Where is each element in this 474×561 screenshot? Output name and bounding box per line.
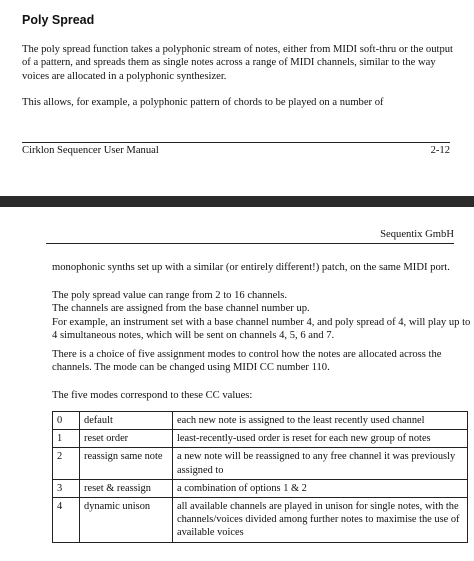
range-paragraph bbox=[52, 289, 472, 343]
base-channel-line: The channels are assigned from the base channel number up. bbox=[52, 303, 310, 315]
example-paragraph-continuation: monophonic synths set up with a similar (or entirely different!) patch, on the same MIDI port. bbox=[52, 262, 450, 273]
footer-page-number: 2-12 bbox=[430, 145, 450, 156]
page-separator bbox=[0, 196, 474, 207]
mode-name: default bbox=[80, 412, 173, 430]
mode-value: 2 bbox=[53, 448, 80, 479]
mode-description: a combination of options 1 & 2 bbox=[173, 479, 468, 497]
footer-title: Cirklon Sequencer User Manual bbox=[22, 145, 159, 156]
mode-name: reset order bbox=[80, 430, 173, 448]
mode-value: 1 bbox=[53, 430, 80, 448]
mode-name: reset & reassign bbox=[80, 479, 173, 497]
mode-value: 3 bbox=[53, 479, 80, 497]
manual-page-bottom bbox=[0, 207, 474, 561]
mode-description: each new note is assigned to the least recently used channel bbox=[173, 412, 468, 430]
mode-name: dynamic unison bbox=[80, 498, 173, 543]
intro-paragraph: The poly spread function takes a polyphonic stream of notes, either from MIDI soft-thru or the output of a pattern, and spreads them as single notes across a range of MIDI channels, similar to the way voices are allocated in a polyphonic synthesizer. bbox=[22, 44, 453, 82]
table-row bbox=[53, 498, 468, 543]
example-line: For example, an instrument set with a base channel number 4, and poly spread of 4, will play up to 4 simultaneous notes, which will be sent on channels 4, 5, 6 and 7. bbox=[52, 316, 471, 342]
assignment-modes-paragraph: There is a choice of five assignment modes to control how the notes are allocated across the channels. The mode can be changed using MIDI CC number 110. bbox=[52, 349, 442, 374]
page-footer bbox=[22, 142, 450, 156]
modes-table bbox=[52, 411, 468, 543]
table-row bbox=[53, 430, 468, 448]
example-paragraph-start: This allows, for example, a polyphonic pattern of chords to be played on a number of bbox=[22, 97, 384, 108]
table-row bbox=[53, 412, 468, 430]
mode-value: 4 bbox=[53, 498, 80, 543]
section-heading: Poly Spread bbox=[22, 13, 95, 27]
mode-description: a new note will be reassigned to any free channel it was previously assigned to bbox=[173, 448, 468, 479]
table-row bbox=[53, 448, 468, 479]
range-line: The poly spread value can range from 2 to 16 channels. bbox=[52, 290, 288, 301]
page-header: Sequentix GmbH bbox=[46, 229, 454, 244]
mode-value: 0 bbox=[53, 412, 80, 430]
mode-description: all available channels are played in unison for single notes, with the channels/voices divided among further notes to maximise the use of available voices bbox=[173, 498, 468, 543]
table-intro: The five modes correspond to these CC values: bbox=[52, 390, 253, 401]
mode-description: least-recently-used order is reset for each new group of notes bbox=[173, 430, 468, 448]
manual-page-top bbox=[0, 0, 474, 196]
mode-name: reassign same note bbox=[80, 448, 173, 479]
table-row bbox=[53, 479, 468, 497]
